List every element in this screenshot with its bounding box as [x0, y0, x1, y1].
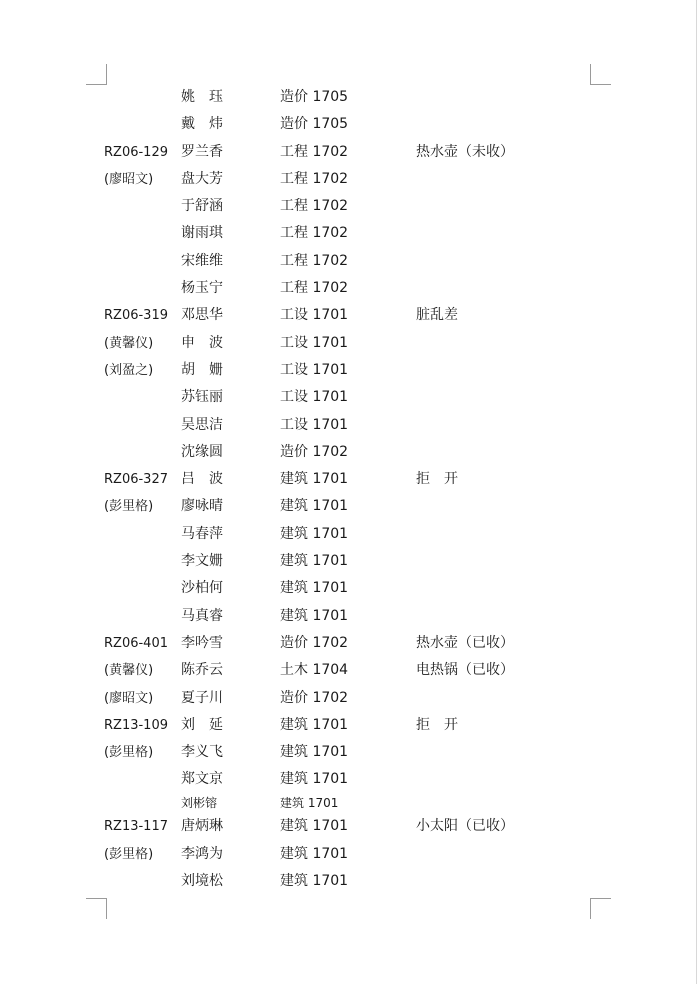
inspection-note: 热水壶（未收） [416, 143, 514, 160]
class-name: 土木 1704 [280, 662, 349, 679]
list-item [0, 275, 697, 302]
list-item [0, 84, 697, 111]
room-number: RZ13-109 [104, 717, 168, 733]
list-item [0, 493, 697, 520]
class-name: 建筑 1701 [280, 744, 349, 761]
list-item [0, 657, 697, 684]
list-item [0, 330, 697, 357]
class-name: 建筑 1701 [280, 553, 349, 570]
class-name: 造价 1702 [280, 634, 349, 651]
list-item [0, 841, 697, 868]
inspection-note: 拒 开 [416, 471, 458, 488]
dorm-inspection-list [0, 84, 697, 895]
class-name: 工设 1701 [280, 416, 349, 433]
list-item [0, 111, 697, 138]
class-name: 工设 1701 [280, 389, 349, 406]
student-name: 李文姗 [181, 553, 223, 570]
class-name: 造价 1705 [280, 116, 349, 133]
class-name: 建筑 1701 [280, 771, 349, 788]
room-number: (黄馨仪) [104, 663, 154, 679]
list-item [0, 439, 697, 466]
student-name: 刘境松 [181, 872, 223, 889]
student-name: 刘 延 [181, 716, 223, 733]
list-item [0, 357, 697, 384]
student-name: 李义飞 [181, 744, 223, 761]
inspection-note: 小太阳（已收） [416, 818, 514, 835]
class-name: 建筑 1701 [280, 872, 349, 889]
class-name: 工设 1701 [280, 334, 349, 351]
list-item [0, 685, 697, 712]
list-item [0, 712, 697, 739]
student-name: 沙柏何 [181, 580, 223, 597]
list-item [0, 548, 697, 575]
student-name: 于舒涵 [181, 198, 223, 215]
class-name: 造价 1702 [280, 443, 349, 460]
student-name: 戴 炜 [181, 116, 223, 133]
list-item [0, 630, 697, 657]
student-name: 刘彬镕 [181, 795, 218, 810]
inspection-note: 脏乱差 [416, 307, 458, 324]
room-number: RZ06-327 [104, 472, 168, 488]
margin-mark-bottom-right [590, 898, 611, 919]
student-name: 陈乔云 [181, 662, 223, 679]
margin-mark-top-left [86, 64, 107, 85]
room-number: RZ06-319 [104, 308, 168, 324]
class-name: 工程 1702 [280, 225, 349, 242]
class-name: 建筑 1701 [280, 845, 349, 862]
class-name: 建筑 1701 [280, 607, 349, 624]
list-item [0, 220, 697, 247]
student-name: 胡 姗 [181, 361, 223, 378]
room-number: (彭里格) [104, 499, 154, 515]
class-name: 建筑 1701 [280, 498, 349, 515]
student-name: 谢雨琪 [181, 225, 223, 242]
list-item [0, 521, 697, 548]
room-number: RZ06-129 [104, 144, 168, 160]
student-name: 马春萍 [181, 525, 223, 542]
list-item [0, 193, 697, 220]
class-name: 造价 1705 [280, 89, 349, 105]
student-name: 杨玉宁 [181, 280, 223, 297]
list-item [0, 302, 697, 329]
room-number: (刘盈之) [104, 362, 154, 378]
list-item [0, 384, 697, 411]
class-name: 工设 1701 [280, 361, 349, 378]
class-name: 工设 1701 [280, 307, 349, 324]
inspection-note: 电热锅（已收） [416, 662, 514, 679]
class-name: 工程 1702 [280, 252, 349, 269]
class-name: 造价 1702 [280, 689, 349, 706]
margin-mark-top-right [590, 64, 611, 85]
list-item [0, 739, 697, 766]
student-name: 苏钰丽 [181, 389, 223, 406]
list-item [0, 248, 697, 275]
class-name: 建筑 1701 [280, 525, 349, 542]
list-item [0, 139, 697, 166]
room-number: (彭里格) [104, 745, 154, 761]
inspection-note: 热水壶（已收） [416, 634, 514, 651]
room-number: RZ06-401 [104, 635, 168, 651]
student-name: 李吟雪 [181, 634, 223, 651]
student-name: 李鸿为 [181, 845, 223, 862]
list-item [0, 766, 697, 793]
list-item [0, 412, 697, 439]
list-item [0, 813, 697, 840]
student-name: 夏子川 [181, 689, 223, 706]
class-name: 建筑 1701 [280, 716, 349, 733]
room-number: (廖昭文) [104, 171, 154, 187]
class-name: 工程 1702 [280, 198, 349, 215]
class-name: 工程 1702 [280, 170, 349, 187]
student-name: 姚 珏 [181, 89, 223, 105]
student-name: 马真睿 [181, 607, 223, 624]
list-item [0, 466, 697, 493]
class-name: 建筑 1701 [280, 795, 339, 810]
class-name: 工程 1702 [280, 143, 349, 160]
list-item [0, 794, 697, 814]
student-name: 邓思华 [181, 307, 223, 324]
margin-mark-bottom-left [86, 898, 107, 919]
student-name: 盘大芳 [181, 170, 223, 187]
room-number: (廖昭文) [104, 690, 154, 706]
list-item [0, 166, 697, 193]
student-name: 罗兰香 [181, 143, 223, 160]
student-name: 廖咏晴 [181, 498, 223, 515]
student-name: 郑文京 [181, 771, 223, 788]
room-number: (黄馨仪) [104, 335, 154, 351]
class-name: 建筑 1701 [280, 471, 349, 488]
list-item [0, 603, 697, 630]
room-number: (彭里格) [104, 846, 154, 862]
student-name: 沈缘圆 [181, 443, 223, 460]
student-name: 吴思洁 [181, 416, 223, 433]
room-number: RZ13-117 [104, 819, 168, 835]
class-name: 建筑 1701 [280, 818, 349, 835]
student-name: 宋维维 [181, 252, 223, 269]
student-name: 申 波 [181, 334, 223, 351]
inspection-note: 拒 开 [416, 716, 458, 733]
student-name: 唐炳琳 [181, 818, 223, 835]
class-name: 建筑 1701 [280, 580, 349, 597]
list-item [0, 868, 697, 895]
list-item [0, 575, 697, 602]
class-name: 工程 1702 [280, 280, 349, 297]
student-name: 吕 波 [181, 471, 223, 488]
